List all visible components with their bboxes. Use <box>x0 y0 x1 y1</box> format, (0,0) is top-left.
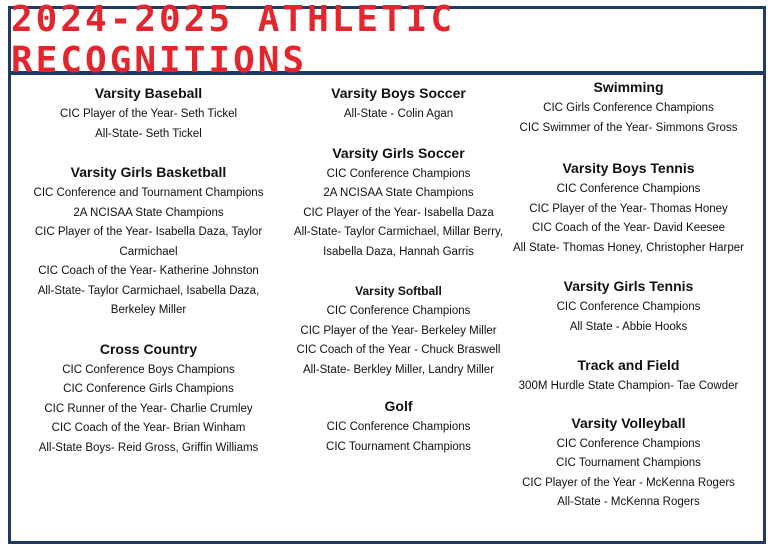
award-line: All State - Abbie Hooks <box>569 320 688 333</box>
award-line: All-State - Colin Agan <box>343 108 454 120</box>
sport-section <box>272 145 525 263</box>
sport-section <box>272 284 525 380</box>
award-line: CIC Conference Champions <box>556 301 701 313</box>
award-line: CIC Player of the Year- Thomas Honey <box>529 202 728 215</box>
sport-heading: Varsity Girls Basketball <box>70 164 227 180</box>
sport-section <box>502 278 755 337</box>
award-line: CIC Coach of the Year - Chuck Braswell <box>296 344 501 356</box>
sport-heading: Varsity Boys Tennis <box>562 160 695 176</box>
award-line: All-State- Taylor Carmichael, Isabella Daza, <box>37 284 260 297</box>
award-line: CIC Conference Girls Champions <box>63 383 234 395</box>
award-line: CIC Player of the Year- Seth Tickel <box>59 108 238 120</box>
award-line: CIC Conference Champions <box>326 167 471 180</box>
award-line: 2A NCISAA State Champions <box>73 206 224 219</box>
award-line: CIC Girls Conference Champions <box>543 102 714 114</box>
sport-heading: Track and Field <box>577 357 680 373</box>
award-line: CIC Player of the Year- Berkeley Miller <box>300 324 497 337</box>
column-right <box>502 79 755 533</box>
award-line: All-State Boys- Reid Gross, Griffin Williams <box>38 441 259 454</box>
sport-heading: Varsity Boys Soccer <box>331 85 466 101</box>
sport-heading: Varsity Softball <box>355 284 442 298</box>
award-line: All-State- Berkley Miller, Landry Miller <box>302 363 495 376</box>
award-line: CIC Conference and Tournament Champions <box>33 187 264 199</box>
column-left <box>22 85 275 478</box>
sport-heading: Cross Country <box>99 340 198 357</box>
sport-heading: Varsity Baseball <box>94 85 203 101</box>
award-line: CIC Coach of the Year- David Keesee <box>531 222 726 234</box>
sport-section <box>22 341 275 459</box>
sport-section <box>22 85 275 144</box>
sport-heading: Varsity Girls Soccer <box>332 144 465 161</box>
award-line: CIC Conference Champions <box>556 437 701 450</box>
sport-section <box>272 398 525 457</box>
column-middle <box>272 85 525 477</box>
award-line: CIC Tournament Champions <box>556 457 701 469</box>
sport-section <box>502 160 755 258</box>
award-line: CIC Player of the Year- Isabella Daza, Taylor <box>34 226 263 238</box>
sport-section <box>502 79 755 138</box>
sport-section <box>22 164 275 321</box>
award-line: All-State- Taylor Carmichael, Millar Berry, <box>293 226 504 238</box>
award-line: CIC Conference Champions <box>326 305 471 317</box>
sport-heading: Swimming <box>593 79 664 95</box>
sport-heading: Varsity Girls Tennis <box>563 278 694 294</box>
sport-heading: Varsity Volleyball <box>571 414 686 431</box>
award-line: Isabella Daza, Hannah Garris <box>323 245 474 258</box>
page-title: 2024-2025 ATHLETIC RECOGNITIONS <box>11 0 456 81</box>
sport-section <box>272 85 525 125</box>
award-line: CIC Coach of the Year- Katherine Johnston <box>38 265 259 277</box>
sport-section <box>502 415 755 513</box>
award-line: All-State- Seth Tickel <box>95 127 202 140</box>
title-bar <box>11 0 763 81</box>
award-line: CIC Coach of the Year- Brian Winham <box>51 422 246 434</box>
award-line: 300M Hurdle State Champion- Tae Cowder <box>518 380 739 392</box>
award-line: CIC Player of the Year- Isabella Daza <box>303 206 494 219</box>
award-line: All State- Thomas Honey, Christopher Harper <box>513 241 744 254</box>
award-line: CIC Tournament Champions <box>326 440 471 453</box>
award-line: All-State - McKenna Rogers <box>557 496 700 508</box>
award-line: Berkeley Miller <box>110 304 187 316</box>
award-line: CIC Conference Champions <box>326 421 471 433</box>
award-line: CIC Runner of the Year- Charlie Crumley <box>44 402 253 415</box>
award-line: CIC Conference Champions <box>556 183 701 195</box>
award-line: CIC Player of the Year - McKenna Rogers <box>522 476 735 489</box>
award-line: Carmichael <box>119 245 178 258</box>
sport-section <box>502 357 755 397</box>
award-line: CIC Swimmer of the Year- Simmons Gross <box>519 121 738 134</box>
sport-heading: Golf <box>384 398 413 414</box>
award-line: CIC Conference Boys Champions <box>62 363 235 376</box>
award-line: 2A NCISAA State Champions <box>323 187 474 199</box>
